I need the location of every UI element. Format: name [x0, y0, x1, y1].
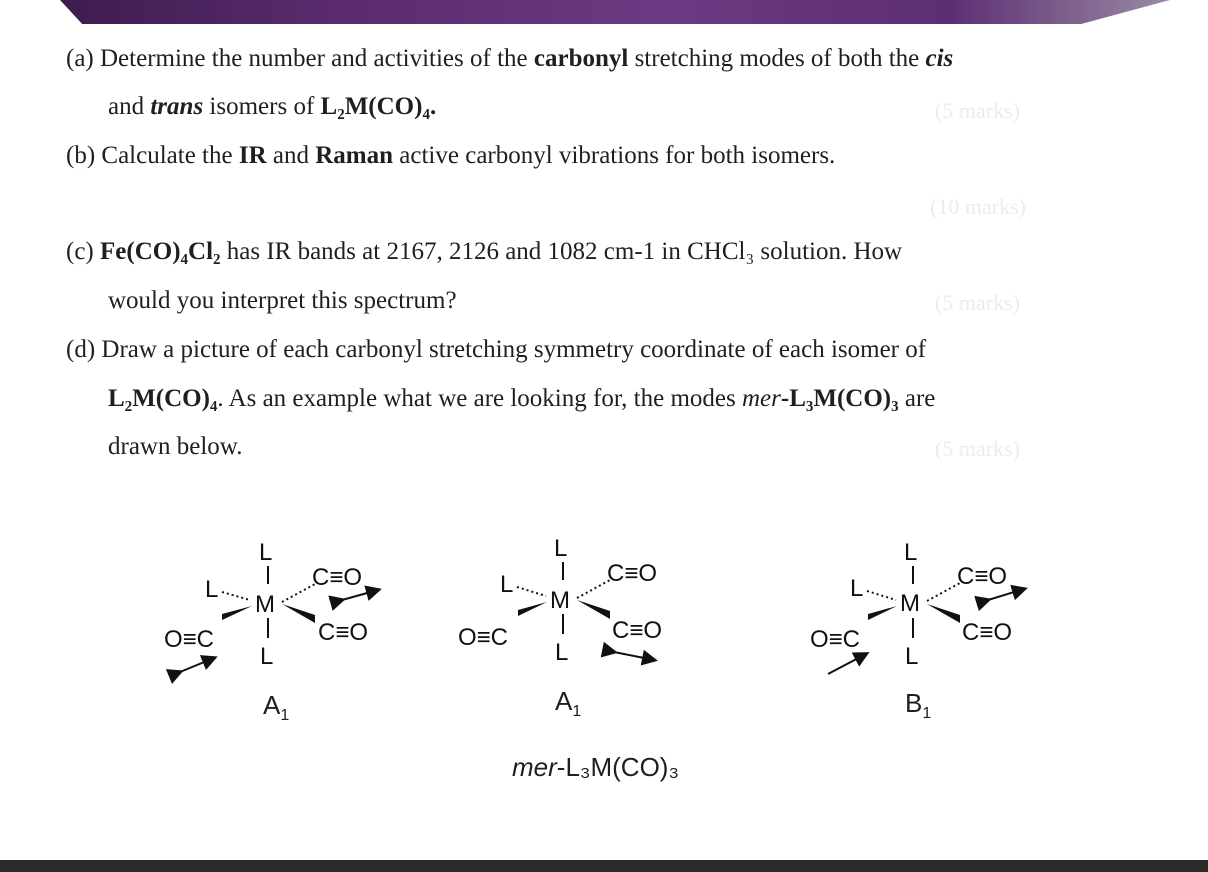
carbonyl-lower-right: C≡O	[318, 619, 369, 646]
carbonyl-upper-right: C≡O	[607, 560, 658, 587]
mode-label-1: $A_1$	[263, 690, 290, 725]
question-d-line3: drawn below.	[108, 433, 243, 460]
question-d-line1: (d) Draw a picture of each carbonyl stretching symmetry coordinate of each isomer of	[66, 336, 927, 363]
bottom-bar	[0, 860, 1208, 872]
marks-a: (5 marks)	[935, 98, 1020, 123]
carbonyl-left: O≡C	[458, 624, 509, 651]
marks-c: (5 marks)	[935, 290, 1020, 315]
marks-b: (10 marks)	[930, 194, 1026, 219]
metal: M	[550, 587, 570, 614]
carbonyl-lower-right: C≡O	[962, 619, 1013, 646]
question-c-line2: would you interpret this spectrum?	[108, 287, 457, 314]
metal: M	[900, 590, 920, 617]
carbonyl-left: O≡C	[810, 626, 861, 653]
mode-label-2: $A_1$	[555, 686, 582, 721]
carbonyl-lower-right: C≡O	[612, 617, 663, 644]
ligand-top: L	[259, 539, 273, 566]
carbonyl-left: O≡C	[164, 626, 215, 653]
ligand-bottom: L	[260, 643, 274, 670]
carbonyl-upper-right: C≡O	[312, 564, 363, 591]
question-a-line1: (a) Determine the number and activities of the carbonyl stretching modes of both the cis	[66, 45, 954, 72]
ligand-bottom: L	[905, 643, 919, 670]
structure-2	[458, 535, 662, 666]
question-b: (b) Calculate the IR and Raman active carbonyl vibrations for both isomers.	[66, 142, 836, 169]
ligand-top: L	[904, 539, 918, 566]
question-c-line1: (c) Fe(CO)₄Cl₂ has IR bands at 2167, 2126 and 1082 cm-1 in CHCl₃ solution. How	[66, 238, 903, 265]
ligand-left: L	[500, 571, 514, 598]
structure-1	[164, 539, 378, 672]
mode-label-3: $B_1$	[905, 688, 932, 723]
ligand-left: L	[850, 575, 864, 602]
marks-d: (5 marks)	[935, 436, 1020, 461]
question-d-line2: L₂M(CO)₄. As an example what we are looking for, the modes mer-L₃M(CO)₃ are	[108, 385, 936, 412]
carbonyl-upper-right: C≡O	[957, 563, 1008, 590]
ligand-left: L	[205, 576, 219, 603]
ligand-bottom: L	[555, 639, 569, 666]
figure-caption: mer-L₃M(CO)₃	[512, 752, 680, 782]
metal: M	[255, 591, 275, 618]
structure-3	[810, 539, 1024, 674]
question-a-line2: and trans isomers of L₂M(CO)₄.	[108, 93, 437, 120]
ligand-top: L	[554, 535, 568, 562]
